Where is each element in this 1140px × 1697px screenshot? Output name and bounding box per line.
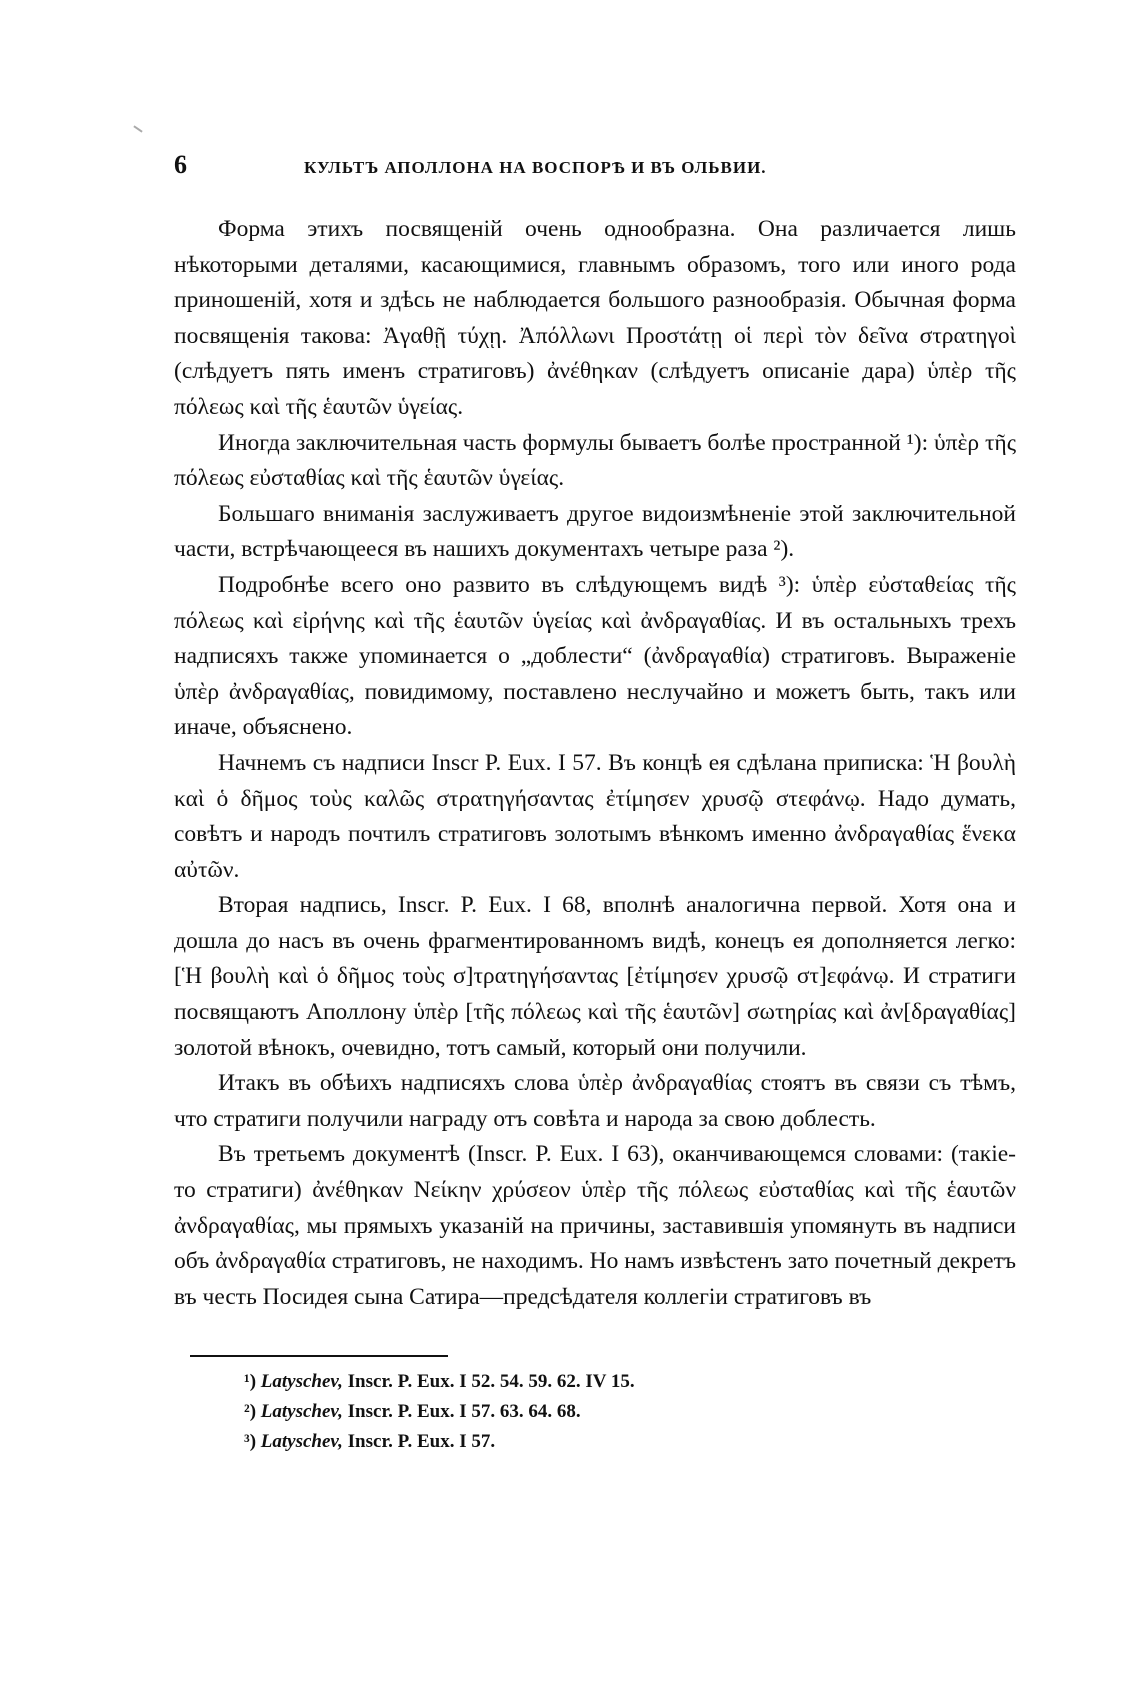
footnote-author: Latyschev, bbox=[260, 1401, 343, 1423]
running-title: КУЛЬТЪ АПОЛЛОНА НА ВОСПОРѢ И ВЪ ОЛЬВИИ. bbox=[304, 158, 767, 177]
footnote-reference: Inscr. P. Eux. I 57. bbox=[347, 1431, 496, 1453]
footnote bbox=[244, 1397, 1016, 1427]
footnote-mark: ³) bbox=[244, 1431, 257, 1453]
paragraph: Форма этихъ посвященій очень однообразна. Она различается лишь нѣкоторыми деталями, касающимися, главнымъ образомъ, того или иного рода приношеній, хотя и здѣсь не наблюдается большого разнообразія. Обычная форма посвященія такова: Ἀγαθῇ τύχῃ. Ἀπόλλωνι Προστάτῃ οἱ περὶ τὸν δεῖνα στρατηγοὶ (слѣдуетъ пять именъ стратиговъ) ἀνέθηκαν (слѣдуетъ описаніе дара) ὑπὲρ τῆς πόλεως καὶ τῆς ἑαυτῶν ὑγείας. bbox=[174, 216, 1016, 420]
footnote-mark: ²) bbox=[244, 1401, 257, 1423]
paragraph: Иногда заключительная часть формулы бываетъ болѣе пространной ¹): ὑπὲρ τῆς πόλεως εὐσταθίας καὶ τῆς ἑαυτῶν ὑγείας. bbox=[174, 429, 1017, 492]
footnote-reference: Inscr. P. Eux. I 57. 63. 64. 68. bbox=[347, 1401, 581, 1423]
footnotes bbox=[174, 1367, 1016, 1457]
paragraph: Вторая надпись, Inscr. P. Eux. I 68, вполнѣ аналогична первой. Хотя она и дошла до насъ въ очень фрагментированномъ видѣ, конецъ ея дополняется легко: [Ἡ βουλὴ καὶ ὁ δῆμος τοὺς σ]τρατηγήσαντας [ἐτίμησεν χρυσῷ στ]εφάνῳ. И стратиги посвящаютъ Аполлону ὑπὲρ [τῆς πόλεως καὶ τῆς ἑαυτῶν] σωτηρίας καὶ ἀν[δραγαθίας] золотой вѣнокъ, очевидно, тотъ самый, который они получили. bbox=[174, 892, 1016, 1061]
footnote bbox=[244, 1427, 1016, 1457]
body-text bbox=[174, 212, 1016, 1315]
pencil-mark bbox=[133, 125, 142, 132]
page-header bbox=[174, 150, 1016, 190]
paragraph: Большаго вниманія заслуживаетъ другое видоизмѣненіе этой заключительной части, встрѣчающееся въ нашихъ документахъ четыре раза ²). bbox=[174, 500, 1016, 563]
page-number: 6 bbox=[174, 150, 187, 179]
footnote-author: Latyschev, bbox=[260, 1371, 343, 1393]
paragraph: Въ третьемъ документѣ (Inscr. P. Eux. I 63), оканчивающемся словами: (такіе-то стратиги) ἀνέθηκαν Νείκην χρύσεον ὑπὲρ τῆς πόλεως εὐσταθίας καὶ τῆς ἑαυτῶν ἀνδραγαθίας, мы прямыхъ указаній на причины, заставившія упомянуть въ надписи объ ἀνδραγαθία стратиговъ, не находимъ. Но намъ извѣстенъ зато почетный декретъ въ честь Посидея сына Сатира—предсѣдателя коллегіи стратиговъ въ bbox=[174, 1141, 1016, 1310]
paragraph: Итакъ въ обѣихъ надписяхъ слова ὑπὲρ ἀνδραγαθίας стоятъ въ связи съ тѣмъ, что стратиги получили награду отъ совѣта и народа за свою доблесть. bbox=[174, 1070, 1016, 1132]
footnote-author: Latyschev, bbox=[260, 1431, 343, 1453]
footnote-mark: ¹) bbox=[244, 1371, 257, 1393]
paragraph: Начнемъ съ надписи Inscr P. Eux. I 57. Въ концѣ ея сдѣлана приписка: Ἡ βουλὴ καὶ ὁ δῆμος τοὺς καλῶς στρατηγήσαντας ἐτίμησεν χρυσῷ στεφάνῳ. Надо думать, совѣтъ и народъ почтилъ стратиговъ золотымъ вѣнкомъ именно ἀνδραγαθίας ἕνεκα αὐτῶν. bbox=[174, 749, 1016, 883]
footnote-divider bbox=[190, 1355, 448, 1357]
paragraph: Подробнѣе всего оно развито въ слѣдующемъ видѣ ³): ὑπὲρ εὐσταθείας τῆς πόλεως καὶ εἰρήνης καὶ τῆς ἑαυτῶν ὑγείας καὶ ἀνδραγαθίας. И въ остальныхъ трехъ надписяхъ также упоминается о „доблести“ (ἀνδραγαθία) стратиговъ. Выраженіе ὑπὲρ ἀνδραγαθίας, повидимому, поставлено неслучайно и можетъ быть, такъ или иначе, объяснено. bbox=[174, 571, 1016, 741]
footnote-reference: Inscr. P. Eux. I 52. 54. 59. 62. IV 15. bbox=[347, 1371, 635, 1393]
footnote bbox=[244, 1367, 1016, 1397]
